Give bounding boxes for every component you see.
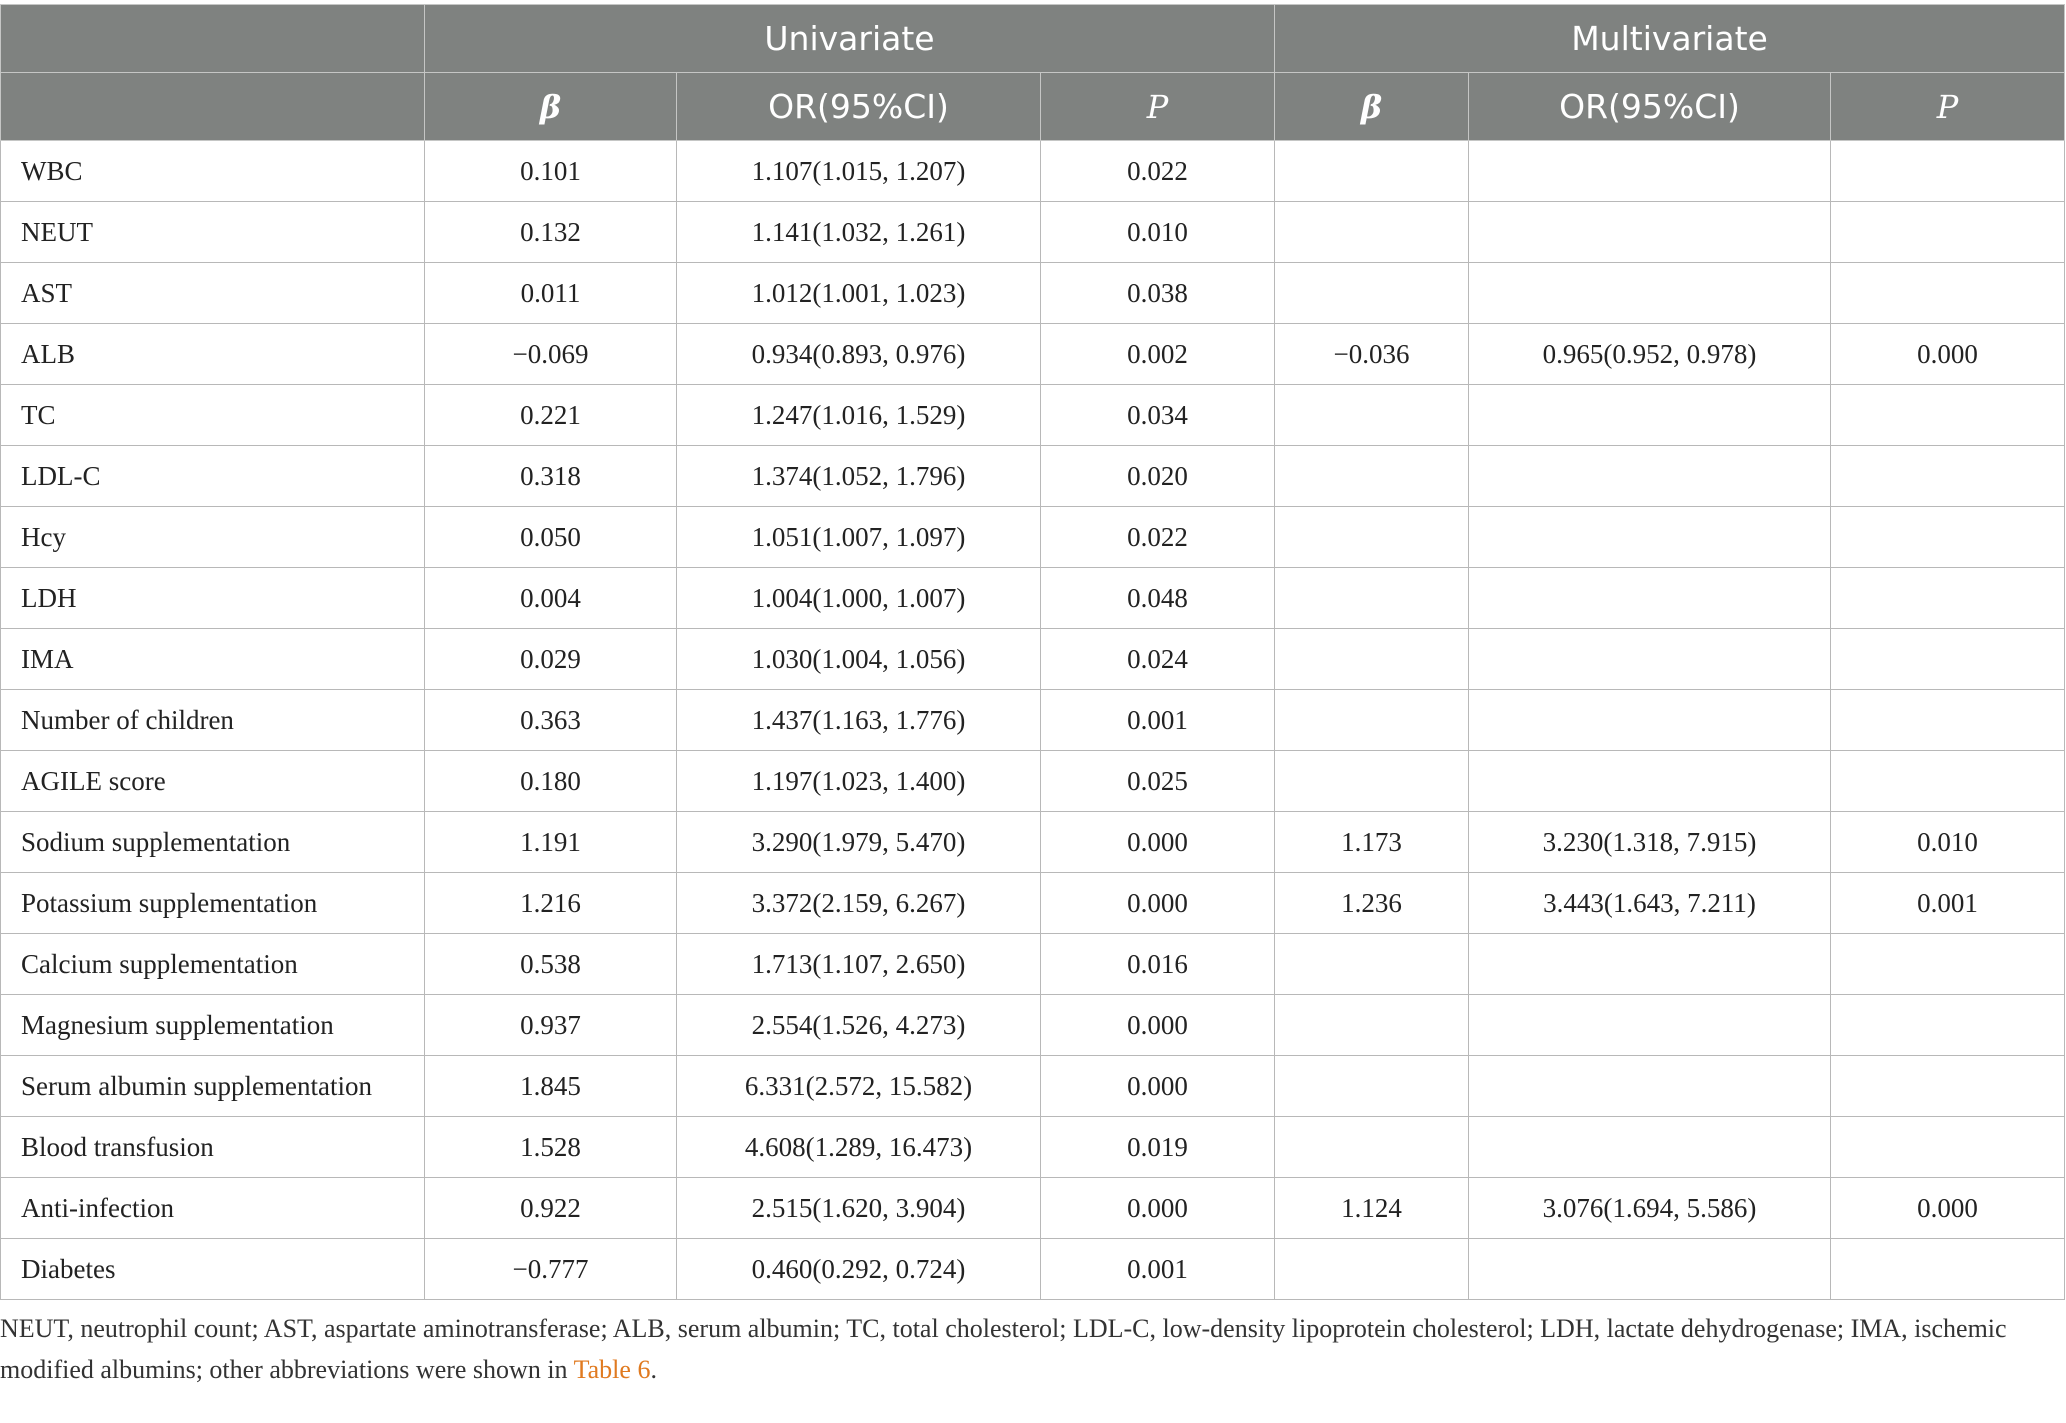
- univariate-or-cell: 0.934(0.893, 0.976): [677, 324, 1041, 385]
- multivariate-or-cell: [1469, 141, 1831, 202]
- variable-cell: Sodium supplementation: [1, 812, 425, 873]
- table-row: [1, 568, 2065, 629]
- univariate-beta-cell: 0.538: [425, 934, 677, 995]
- variable-cell: LDH: [1, 568, 425, 629]
- table-row: [1, 690, 2065, 751]
- univariate-p-cell: 0.048: [1041, 568, 1275, 629]
- multivariate-p-cell: [1831, 141, 2065, 202]
- multivariate-p-cell: [1831, 751, 2065, 812]
- table-body: [1, 141, 2065, 1300]
- variable-cell: Potassium supplementation: [1, 873, 425, 934]
- univariate-or-cell: 1.030(1.004, 1.056): [677, 629, 1041, 690]
- univariate-or-cell: 6.331(2.572, 15.582): [677, 1056, 1041, 1117]
- multivariate-beta-cell: [1275, 751, 1469, 812]
- multivariate-p-cell: [1831, 629, 2065, 690]
- table-row: [1, 202, 2065, 263]
- univariate-p-cell: 0.016: [1041, 934, 1275, 995]
- multivariate-p-cell: 0.001: [1831, 873, 2065, 934]
- multivariate-p-cell: [1831, 934, 2065, 995]
- multivariate-p-cell: 0.010: [1831, 812, 2065, 873]
- multivariate-or-cell: [1469, 995, 1831, 1056]
- regression-table: [0, 4, 2065, 1300]
- footnote-table-link[interactable]: Table 6: [573, 1355, 651, 1384]
- univariate-or-cell: 1.437(1.163, 1.776): [677, 690, 1041, 751]
- univariate-p-cell: 0.038: [1041, 263, 1275, 324]
- univariate-p-cell: 0.034: [1041, 385, 1275, 446]
- univariate-or-cell: 3.372(2.159, 6.267): [677, 873, 1041, 934]
- multivariate-beta-cell: [1275, 1056, 1469, 1117]
- variable-cell: Number of children: [1, 690, 425, 751]
- multivariate-or-cell: [1469, 446, 1831, 507]
- univariate-or-cell: 1.004(1.000, 1.007): [677, 568, 1041, 629]
- univariate-beta-cell: 0.132: [425, 202, 677, 263]
- multivariate-p-cell: [1831, 690, 2065, 751]
- variable-cell: Blood transfusion: [1, 1117, 425, 1178]
- univariate-beta-cell: 0.937: [425, 995, 677, 1056]
- multivariate-beta-cell: [1275, 202, 1469, 263]
- univariate-or-cell: 1.197(1.023, 1.400): [677, 751, 1041, 812]
- table-row: [1, 324, 2065, 385]
- table-row: [1, 263, 2065, 324]
- univariate-p-cell: 0.024: [1041, 629, 1275, 690]
- multivariate-p-cell: [1831, 1056, 2065, 1117]
- variable-cell: LDL-C: [1, 446, 425, 507]
- multivariate-or-cell: [1469, 202, 1831, 263]
- univariate-p-cell: 0.000: [1041, 1056, 1275, 1117]
- univariate-beta-cell: −0.069: [425, 324, 677, 385]
- header-blank-2: [1, 73, 425, 141]
- variable-cell: NEUT: [1, 202, 425, 263]
- variable-cell: TC: [1, 385, 425, 446]
- header-univariate-p: P: [1041, 73, 1275, 141]
- univariate-p-cell: 0.000: [1041, 873, 1275, 934]
- univariate-p-cell: 0.025: [1041, 751, 1275, 812]
- table-footnote: [0, 1308, 2066, 1390]
- univariate-or-cell: 2.515(1.620, 3.904): [677, 1178, 1041, 1239]
- variable-cell: AGILE score: [1, 751, 425, 812]
- multivariate-or-cell: [1469, 263, 1831, 324]
- table-row: [1, 1117, 2065, 1178]
- table-row: [1, 1056, 2065, 1117]
- multivariate-p-cell: [1831, 568, 2065, 629]
- univariate-beta-cell: 1.191: [425, 812, 677, 873]
- multivariate-beta-cell: [1275, 1239, 1469, 1300]
- multivariate-beta-cell: −0.036: [1275, 324, 1469, 385]
- table-row: [1, 751, 2065, 812]
- multivariate-beta-cell: 1.236: [1275, 873, 1469, 934]
- multivariate-p-cell: [1831, 1117, 2065, 1178]
- multivariate-p-cell: [1831, 507, 2065, 568]
- univariate-beta-cell: 0.318: [425, 446, 677, 507]
- multivariate-beta-cell: [1275, 568, 1469, 629]
- variable-cell: Calcium supplementation: [1, 934, 425, 995]
- table-row: [1, 629, 2065, 690]
- univariate-or-cell: 0.460(0.292, 0.724): [677, 1239, 1041, 1300]
- univariate-beta-cell: −0.777: [425, 1239, 677, 1300]
- table-row: [1, 446, 2065, 507]
- variable-cell: AST: [1, 263, 425, 324]
- univariate-beta-cell: 0.221: [425, 385, 677, 446]
- multivariate-p-cell: [1831, 202, 2065, 263]
- multivariate-or-cell: 3.076(1.694, 5.586): [1469, 1178, 1831, 1239]
- multivariate-beta-cell: [1275, 690, 1469, 751]
- variable-cell: Magnesium supplementation: [1, 995, 425, 1056]
- univariate-p-cell: 0.022: [1041, 141, 1275, 202]
- multivariate-or-cell: [1469, 1239, 1831, 1300]
- header-multivariate: Multivariate: [1275, 5, 2065, 73]
- footnote-text: NEUT, neutrophil count; AST, aspartate aminotransferase; ALB, serum albumin; TC, total cholesterol; LDL-C, low-density lipoprotein cholesterol; LDH, lactate dehydrogenase; IMA, ischemic modified albumins; other abbreviations were shown in: [0, 1314, 2007, 1384]
- univariate-beta-cell: 1.845: [425, 1056, 677, 1117]
- univariate-or-cell: 1.247(1.016, 1.529): [677, 385, 1041, 446]
- multivariate-beta-cell: [1275, 263, 1469, 324]
- variable-cell: Serum albumin supplementation: [1, 1056, 425, 1117]
- header-univariate-or: OR(95%CI): [677, 73, 1041, 141]
- univariate-or-cell: 4.608(1.289, 16.473): [677, 1117, 1041, 1178]
- univariate-beta-cell: 0.363: [425, 690, 677, 751]
- univariate-p-cell: 0.010: [1041, 202, 1275, 263]
- multivariate-or-cell: [1469, 751, 1831, 812]
- table-row: [1, 1239, 2065, 1300]
- univariate-p-cell: 0.001: [1041, 690, 1275, 751]
- univariate-or-cell: 2.554(1.526, 4.273): [677, 995, 1041, 1056]
- multivariate-beta-cell: [1275, 1117, 1469, 1178]
- univariate-p-cell: 0.001: [1041, 1239, 1275, 1300]
- variable-cell: Anti-infection: [1, 1178, 425, 1239]
- univariate-or-cell: 1.051(1.007, 1.097): [677, 507, 1041, 568]
- multivariate-or-cell: 3.230(1.318, 7.915): [1469, 812, 1831, 873]
- multivariate-or-cell: [1469, 1117, 1831, 1178]
- header-row-groups: [1, 5, 2065, 73]
- multivariate-or-cell: [1469, 1056, 1831, 1117]
- multivariate-p-cell: [1831, 385, 2065, 446]
- multivariate-p-cell: [1831, 1239, 2065, 1300]
- univariate-beta-cell: 1.216: [425, 873, 677, 934]
- univariate-beta-cell: 0.011: [425, 263, 677, 324]
- univariate-or-cell: 1.141(1.032, 1.261): [677, 202, 1041, 263]
- univariate-p-cell: 0.022: [1041, 507, 1275, 568]
- table-row: [1, 934, 2065, 995]
- table-row: [1, 873, 2065, 934]
- header-blank: [1, 5, 425, 73]
- univariate-p-cell: 0.000: [1041, 812, 1275, 873]
- footnote-end: .: [650, 1355, 657, 1384]
- univariate-or-cell: 1.374(1.052, 1.796): [677, 446, 1041, 507]
- header-multivariate-or: OR(95%CI): [1469, 73, 1831, 141]
- variable-cell: IMA: [1, 629, 425, 690]
- univariate-beta-cell: 0.180: [425, 751, 677, 812]
- univariate-or-cell: 1.107(1.015, 1.207): [677, 141, 1041, 202]
- multivariate-beta-cell: 1.124: [1275, 1178, 1469, 1239]
- table-row: [1, 812, 2065, 873]
- variable-cell: Hcy: [1, 507, 425, 568]
- univariate-p-cell: 0.000: [1041, 995, 1275, 1056]
- multivariate-p-cell: [1831, 263, 2065, 324]
- multivariate-or-cell: 0.965(0.952, 0.978): [1469, 324, 1831, 385]
- header-univariate: Univariate: [425, 5, 1275, 73]
- univariate-or-cell: 1.713(1.107, 2.650): [677, 934, 1041, 995]
- univariate-beta-cell: 1.528: [425, 1117, 677, 1178]
- multivariate-or-cell: [1469, 385, 1831, 446]
- multivariate-beta-cell: 1.173: [1275, 812, 1469, 873]
- table-row: [1, 1178, 2065, 1239]
- univariate-or-cell: 1.012(1.001, 1.023): [677, 263, 1041, 324]
- univariate-beta-cell: 0.101: [425, 141, 677, 202]
- univariate-beta-cell: 0.004: [425, 568, 677, 629]
- variable-cell: ALB: [1, 324, 425, 385]
- table-row: [1, 507, 2065, 568]
- table-row: [1, 141, 2065, 202]
- multivariate-or-cell: 3.443(1.643, 7.211): [1469, 873, 1831, 934]
- univariate-beta-cell: 0.029: [425, 629, 677, 690]
- multivariate-p-cell: [1831, 446, 2065, 507]
- header-univariate-beta: β: [425, 73, 677, 141]
- header-row-columns: [1, 73, 2065, 141]
- multivariate-beta-cell: [1275, 446, 1469, 507]
- variable-cell: Diabetes: [1, 1239, 425, 1300]
- multivariate-or-cell: [1469, 507, 1831, 568]
- multivariate-or-cell: [1469, 690, 1831, 751]
- multivariate-or-cell: [1469, 629, 1831, 690]
- variable-cell: WBC: [1, 141, 425, 202]
- header-multivariate-beta: β: [1275, 73, 1469, 141]
- univariate-p-cell: 0.020: [1041, 446, 1275, 507]
- multivariate-beta-cell: [1275, 385, 1469, 446]
- univariate-beta-cell: 0.922: [425, 1178, 677, 1239]
- multivariate-beta-cell: [1275, 507, 1469, 568]
- multivariate-p-cell: 0.000: [1831, 324, 2065, 385]
- table-row: [1, 385, 2065, 446]
- multivariate-beta-cell: [1275, 629, 1469, 690]
- multivariate-beta-cell: [1275, 141, 1469, 202]
- multivariate-or-cell: [1469, 568, 1831, 629]
- univariate-beta-cell: 0.050: [425, 507, 677, 568]
- multivariate-beta-cell: [1275, 995, 1469, 1056]
- table-row: [1, 995, 2065, 1056]
- univariate-or-cell: 3.290(1.979, 5.470): [677, 812, 1041, 873]
- multivariate-beta-cell: [1275, 934, 1469, 995]
- univariate-p-cell: 0.000: [1041, 1178, 1275, 1239]
- multivariate-p-cell: 0.000: [1831, 1178, 2065, 1239]
- univariate-p-cell: 0.002: [1041, 324, 1275, 385]
- header-multivariate-p: P: [1831, 73, 2065, 141]
- multivariate-p-cell: [1831, 995, 2065, 1056]
- univariate-p-cell: 0.019: [1041, 1117, 1275, 1178]
- multivariate-or-cell: [1469, 934, 1831, 995]
